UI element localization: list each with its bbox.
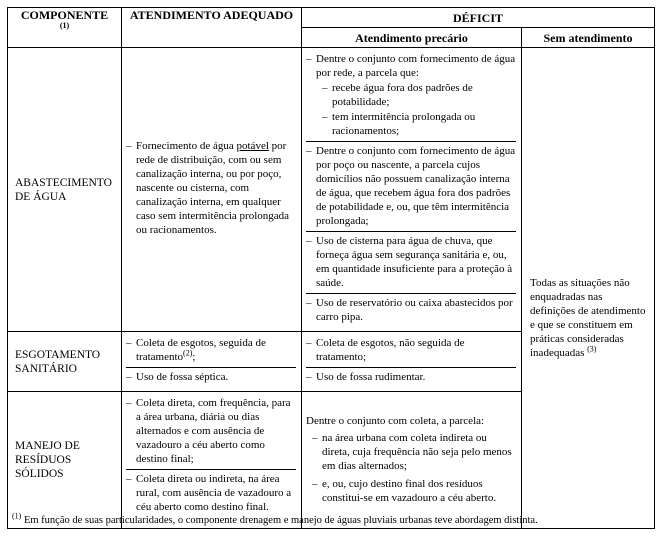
precario-esgotamento (302, 332, 522, 392)
adequado-abastecimento (122, 48, 302, 332)
divider (126, 367, 296, 384)
header-atendimento-adequado: ATENDIMENTO ADEQUADO (122, 8, 302, 48)
sem-atendimento-note: (3) (587, 344, 597, 354)
list-item: – Fornecimento de água potável por rede de distribuição, com ou sem canalização interna, ou por poço, nascente ou cisterna, com canalização interna, em qualquer caso sem intermitência prolongada ou racionamentos. (126, 139, 296, 237)
header-atendimento-precario: Atendimento precário (302, 28, 522, 48)
list-item: – e, ou, cujo destino final dos resíduos constitui-se em vazadouro a céu aberto. (312, 477, 516, 505)
divider (306, 293, 516, 324)
component-residuos: MANEJO DE RESÍDUOS SÓLIDOS (8, 392, 122, 529)
list-item: – Uso de fossa séptica. (126, 370, 296, 384)
precario-abastecimento (302, 48, 522, 332)
component-abastecimento: ABASTECIMENTO DE ÁGUA (8, 48, 122, 332)
divider (306, 141, 516, 228)
header-componente-note: (1) (59, 21, 70, 30)
precario-residuos: Dentre o conjunto com coleta, a parcela: – na área urbana com coleta indireta ou direta, cuja frequência não seja pelo menos em dias alternados; – e, ou, cujo destino final dos resíduos constitui-se em vazadouro a céu aberto. (302, 392, 522, 529)
adequado-esgotamento (122, 332, 302, 392)
list-item: – Dentre o conjunto com fornecimento de água por poço ou nascente, a parcela cujos domicílios não possuem canalização interna de água, que recebem água fora dos padrões de potabilidade e, ou, que têm intermitência prolongada; (306, 144, 516, 228)
list-item: – Uso de cisterna para água de chuva, que forneça água sem segurança sanitária e, ou, em quantidade insuficiente para a proteção à saúde. (306, 234, 516, 290)
divider (306, 231, 516, 290)
list-item: – recebe água fora dos padrões de potabilidade; (322, 81, 516, 109)
list-item: – Coleta de esgotos, seguida de tratamento$^{(2)}$; (126, 336, 296, 364)
list-item: – tem intermitência prolongada ou racionamentos; (322, 110, 516, 138)
list-item: – Uso de fossa rudimentar. (306, 370, 516, 384)
footnote-marker: (1) (12, 511, 22, 521)
header-componente: COMPONENTE $^{(1)}$ (8, 8, 122, 48)
divider (126, 469, 296, 514)
list-item: – na área urbana com coleta indireta ou direta, cuja frequência não seja pelo menos em dias alternados; (312, 431, 516, 473)
list-item: – Uso de reservatório ou caixa abastecidos por carro pipa. (306, 296, 516, 324)
footnote: $^{(1)}$ Em função de suas particularidades, o componente drenagem e manejo de águas pluviais urbanas teve abordagem distinta. (12, 511, 538, 526)
component-esgotamento: ESGOTAMENTO SANITÁRIO (8, 332, 122, 392)
list-item: – Dentre o conjunto com fornecimento de água por rede, a parcela que: – recebe água fora dos padrões de potabilidade; – tem intermitência prolongada ou racionamentos; (306, 52, 516, 138)
deficit-table (7, 7, 655, 529)
header-sem-atendimento: Sem atendimento (522, 28, 655, 48)
header-deficit: DÉFICIT (302, 8, 655, 28)
divider (306, 367, 516, 384)
list-item: – Coleta direta ou indireta, na área rural, com ausência de vazadouro a céu aberto como destino final. (126, 472, 296, 514)
adequado-residuos (122, 392, 302, 529)
list-item: – Coleta direta, com frequência, para a área urbana, diária ou dias alternados e com ausência de vazadouro a céu aberto como destino final; (126, 396, 296, 466)
sem-atendimento-cell: Todas as situações não enquadradas nas definições de atendimento e que se constituem em práticas consideradas inadequadas $^{(3)}$ (522, 48, 655, 529)
list-item: – Coleta de esgotos, não seguida de tratamento; (306, 336, 516, 364)
